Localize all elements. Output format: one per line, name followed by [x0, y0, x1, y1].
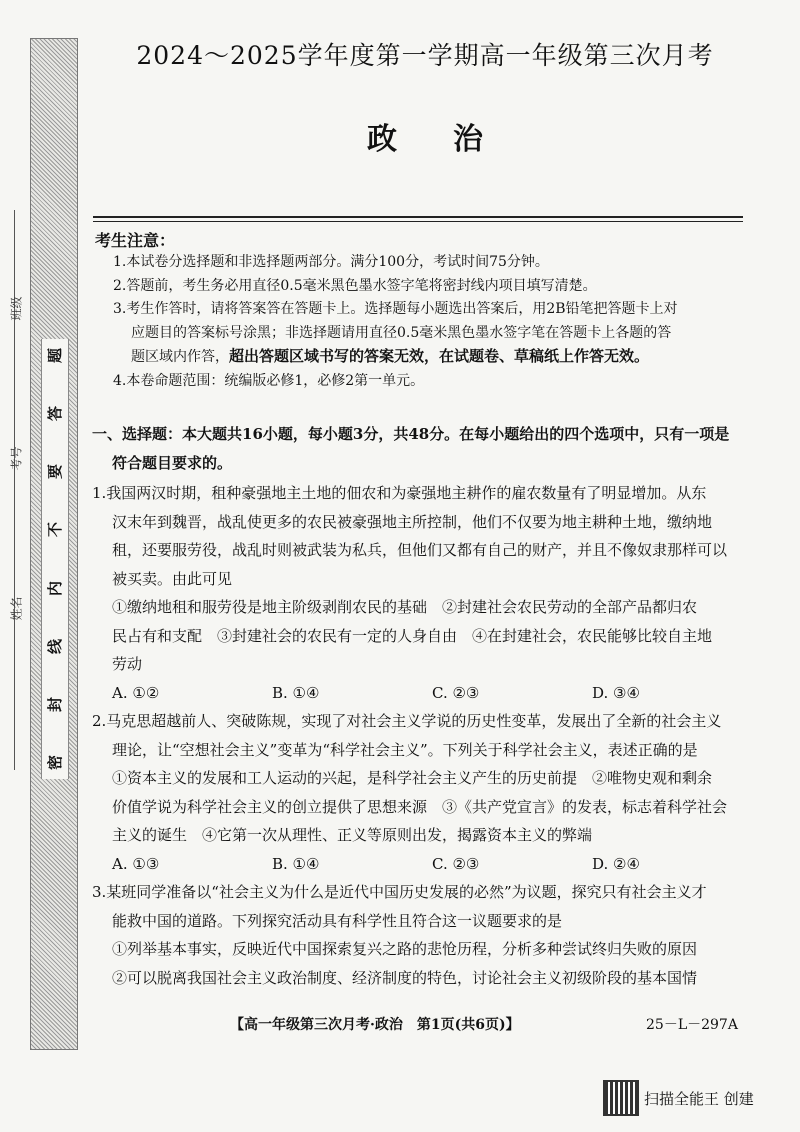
question-1 — [92, 479, 757, 707]
question-statement: 劳动 — [112, 655, 143, 673]
question-statement: 主义的诞生 ④它第一次从理性、正义等原则出发，揭露资本主义的弊端 — [112, 826, 593, 844]
option-c: C. ②③ — [432, 683, 480, 702]
notice-item: 2.答题前，考生务必用直径0.5毫米黑色墨水签字笔将密封线内项目填写清楚。 — [113, 277, 597, 294]
seal-line-box — [41, 339, 69, 779]
option-b: B. ①④ — [272, 854, 320, 873]
qr-code-icon — [603, 1080, 639, 1116]
question-statement: ①缴纳地租和服劳役是地主阶级剥削农民的基础 ②封建社会农民劳动的全部产品都归农 — [112, 598, 698, 616]
notice-block — [113, 251, 753, 393]
question-2 — [92, 707, 757, 878]
question-stem: 能救中国的道路。下列探究活动具有科学性且符合这一议题要求的是 — [112, 911, 563, 930]
question-stem: 3.某班同学准备以“社会主义为什么是近代中国历史发展的必然”为议题，探究只有社会主义才 — [92, 883, 707, 901]
answer-options — [92, 679, 757, 708]
header-rule — [93, 216, 743, 218]
notice-item: 3.考生作答时，请将答案答在答题卡上。选择题每小题选出答案后，用2B铅笔把答题卡上对 — [113, 301, 678, 317]
option-a: A. ①③ — [112, 854, 160, 873]
paper-code: 25－L－297A — [646, 1017, 738, 1033]
student-info-line — [14, 210, 15, 770]
seal-char: 密 — [46, 754, 65, 770]
question-stem: 1.我国两汉时期，租种豪强地主土地的佃农和为豪强地主耕作的雇农数量有了明显增加。从东 — [92, 484, 707, 502]
scanner-watermark: 扫描全能王 创建 — [644, 1090, 754, 1108]
question-stem: 汉末年到魏晋，战乱使更多的农民被豪强地主所控制，他们不仅要为地主耕种土地，缴纳地 — [112, 512, 713, 531]
header-rule-thin — [93, 221, 743, 222]
notice-heading: 考生注意： — [95, 231, 176, 250]
question-area — [92, 420, 757, 992]
subject-title: 政治 — [367, 122, 539, 157]
answer-options — [92, 850, 757, 879]
side-label-class: 班级 — [9, 296, 24, 321]
notice-item-cont: 题区域内作答，超出答题区域书写的答案无效，在试题卷、草稿纸上作答无效。 — [131, 347, 650, 365]
section-heading: 一、选择题：本大题共16小题，每小题3分，共48分。在每小题给出的四个选项中，只有一项是 — [92, 425, 730, 443]
seal-line-text — [42, 339, 68, 779]
exam-title: 2024～2025学年度第一学期高一年级第三次月考 — [136, 41, 714, 70]
question-statement: ①列举基本事实，反映近代中国探索复兴之路的悲怆历程，分析多种尝试终归失败的原因 — [112, 940, 698, 958]
seal-char: 不 — [46, 522, 65, 538]
question-statement: ②可以脱离我国社会主义政治制度、经济制度的特色，讨论社会主义初级阶段的基本国情 — [112, 968, 698, 987]
question-stem: 2.马克思超越前人、突破陈规，实现了对社会主义学说的历史性变革，发展出了全新的社会主义 — [92, 712, 722, 730]
seal-char: 封 — [46, 696, 65, 712]
notice-item: 1.本试卷分选择题和非选择题两部分。满分100分，考试时间75分钟。 — [113, 254, 549, 270]
question-statement: 民占有和支配 ③封建社会的农民有一定的人身自由 ④在封建社会，农民能够比较自主地 — [112, 626, 713, 645]
option-b: B. ①④ — [272, 683, 320, 702]
section-heading-cont: 符合题目要求的。 — [112, 453, 233, 472]
side-label-name: 姓名 — [9, 596, 24, 621]
notice-emphasis: 超出答题区域书写的答案无效，在试题卷、草稿纸上作答无效。 — [229, 347, 650, 365]
option-a: A. ①② — [112, 683, 160, 702]
question-statement: 价值学说为科学社会主义的创立提供了思想来源 ③《共产党宣言》的发表，标志着科学社会 — [112, 797, 728, 816]
notice-item-cont: 应题目的答案标号涂黑；非选择题请用直径0.5毫米黑色墨水签字笔在答题卡上各题的答 — [131, 324, 672, 341]
notice-item: 4.本卷命题范围：统编版必修1，必修2第一单元。 — [113, 372, 425, 389]
question-stem: 被买卖。由此可见 — [112, 569, 233, 588]
side-label-number: 考号 — [9, 446, 24, 471]
question-stem: 理论，让“空想社会主义”变革为“科学社会主义”。下列关于科学社会主义，表述正确的是 — [112, 740, 698, 759]
seal-char: 内 — [46, 580, 65, 596]
option-d: D. ③④ — [592, 683, 640, 702]
page-footer: 【高一年级第三次月考·政治 第1页(共6页)】 — [230, 1017, 520, 1033]
option-d: D. ②④ — [592, 854, 640, 873]
seal-char: 线 — [46, 638, 65, 654]
option-c: C. ②③ — [432, 854, 480, 873]
question-statement: ①资本主义的发展和工人运动的兴起，是科学社会主义产生的历史前提 ②唯物史观和剩余 — [112, 769, 713, 787]
seal-char: 答 — [46, 406, 65, 422]
question-stem: 租，还要服劳役，战乱时则被武装为私兵，但他们又都有自己的财产，并且不像奴隶那样可以 — [112, 541, 728, 559]
seal-char: 题 — [46, 347, 65, 364]
question-3 — [92, 878, 757, 992]
binding-strip — [30, 38, 78, 1050]
seal-char: 要 — [46, 464, 65, 480]
